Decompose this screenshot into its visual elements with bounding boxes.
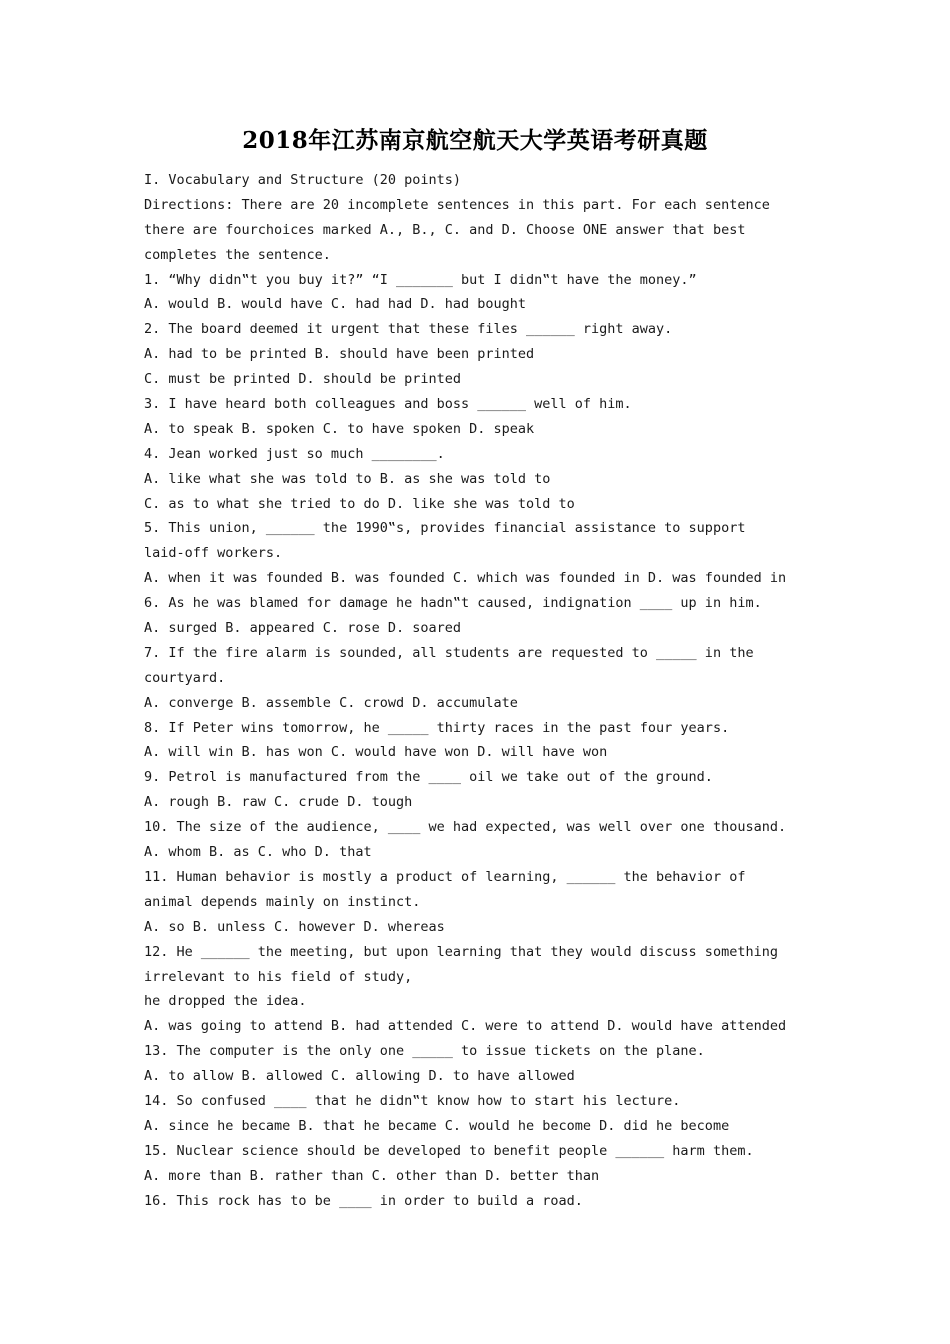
text-line: Directions: There are 20 incomplete sentences in this part. For each sentence xyxy=(144,196,770,213)
text-line: he dropped the idea. xyxy=(144,993,307,1010)
document-body xyxy=(144,168,834,1213)
text-line: 6. As he was blamed for damage he hadn‟t caused, indignation ____ up in him. xyxy=(144,595,762,612)
text-line: A. so B. unless C. however D. whereas xyxy=(144,918,445,935)
text-line: 8. If Peter wins tomorrow, he _____ thirty races in the past four years. xyxy=(144,719,730,736)
text-line: 10. The size of the audience, ____ we had expected, was well over one thousand. xyxy=(144,819,787,836)
text-line: 4. Jean worked just so much ________. xyxy=(144,445,445,462)
text-line: C. as to what she tried to do D. like she was told to xyxy=(144,495,575,512)
text-line: A. when it was founded B. was founded C. which was founded in D. was founded in xyxy=(144,570,787,587)
text-line: A. more than B. rather than C. other than D. better than xyxy=(144,1167,600,1184)
text-line: A. like what she was told to B. as she was told to xyxy=(144,470,551,487)
text-line: 3. I have heard both colleagues and boss ______ well of him. xyxy=(144,396,632,413)
text-line: C. must be printed D. should be printed xyxy=(144,371,461,388)
text-line: 16. This rock has to be ____ in order to build a road. xyxy=(144,1192,583,1209)
text-line: 15. Nuclear science should be developed to benefit people ______ harm them. xyxy=(144,1142,754,1159)
text-line: 1. “Why didn‟t you buy it?” “I _______ but I didn‟t have the money.” xyxy=(144,271,697,288)
text-line: A. had to be printed B. should have been printed xyxy=(144,346,535,363)
text-line: 5. This union, ______ the 1990‟s, provides financial assistance to support xyxy=(144,520,746,537)
text-line: irrelevant to his field of study, xyxy=(144,968,413,985)
text-line: there are fourchoices marked A., B., C. and D. Choose ONE answer that best xyxy=(144,221,746,238)
text-line: A. to allow B. allowed C. allowing D. to have allowed xyxy=(144,1068,575,1085)
text-line: A. rough B. raw C. crude D. tough xyxy=(144,794,413,811)
text-line: A. surged B. appeared C. rose D. soared xyxy=(144,620,461,637)
text-line: 9. Petrol is manufactured from the ____ oil we take out of the ground. xyxy=(144,769,713,786)
text-line: courtyard. xyxy=(144,669,226,686)
text-line: 2. The board deemed it urgent that these files ______ right away. xyxy=(144,321,673,338)
text-line: A. whom B. as C. who D. that xyxy=(144,844,372,861)
text-line: A. was going to attend B. had attended C. were to attend D. would have attended xyxy=(144,1018,787,1035)
text-line: completes the sentence. xyxy=(144,246,331,263)
text-line: laid-off workers. xyxy=(144,545,283,562)
text-line: A. would B. would have C. had had D. had bought xyxy=(144,296,527,313)
text-line: 7. If the fire alarm is sounded, all students are requested to _____ in the xyxy=(144,644,754,661)
text-line: A. will win B. has won C. would have won D. will have won xyxy=(144,744,608,761)
text-line: A. converge B. assemble C. crowd D. accumulate xyxy=(144,694,518,711)
text-line: I. Vocabulary and Structure (20 points) xyxy=(144,172,461,188)
text-line: A. since he became B. that he became C. would he become D. did he become xyxy=(144,1117,730,1134)
text-line: animal depends mainly on instinct. xyxy=(144,893,421,910)
text-line: 14. So confused ____ that he didn‟t know how to start his lecture. xyxy=(144,1092,681,1109)
text-line: A. to speak B. spoken C. to have spoken D. speak xyxy=(144,420,535,437)
document-title: 2018年江苏南京航空航天大学英语考研真题 xyxy=(242,127,708,154)
text-line: 13. The computer is the only one _____ to issue tickets on the plane. xyxy=(144,1043,705,1060)
text-line: 12. He ______ the meeting, but upon learning that they would discuss something xyxy=(144,943,778,960)
text-line: 11. Human behavior is mostly a product of learning, ______ the behavior of xyxy=(144,868,746,885)
